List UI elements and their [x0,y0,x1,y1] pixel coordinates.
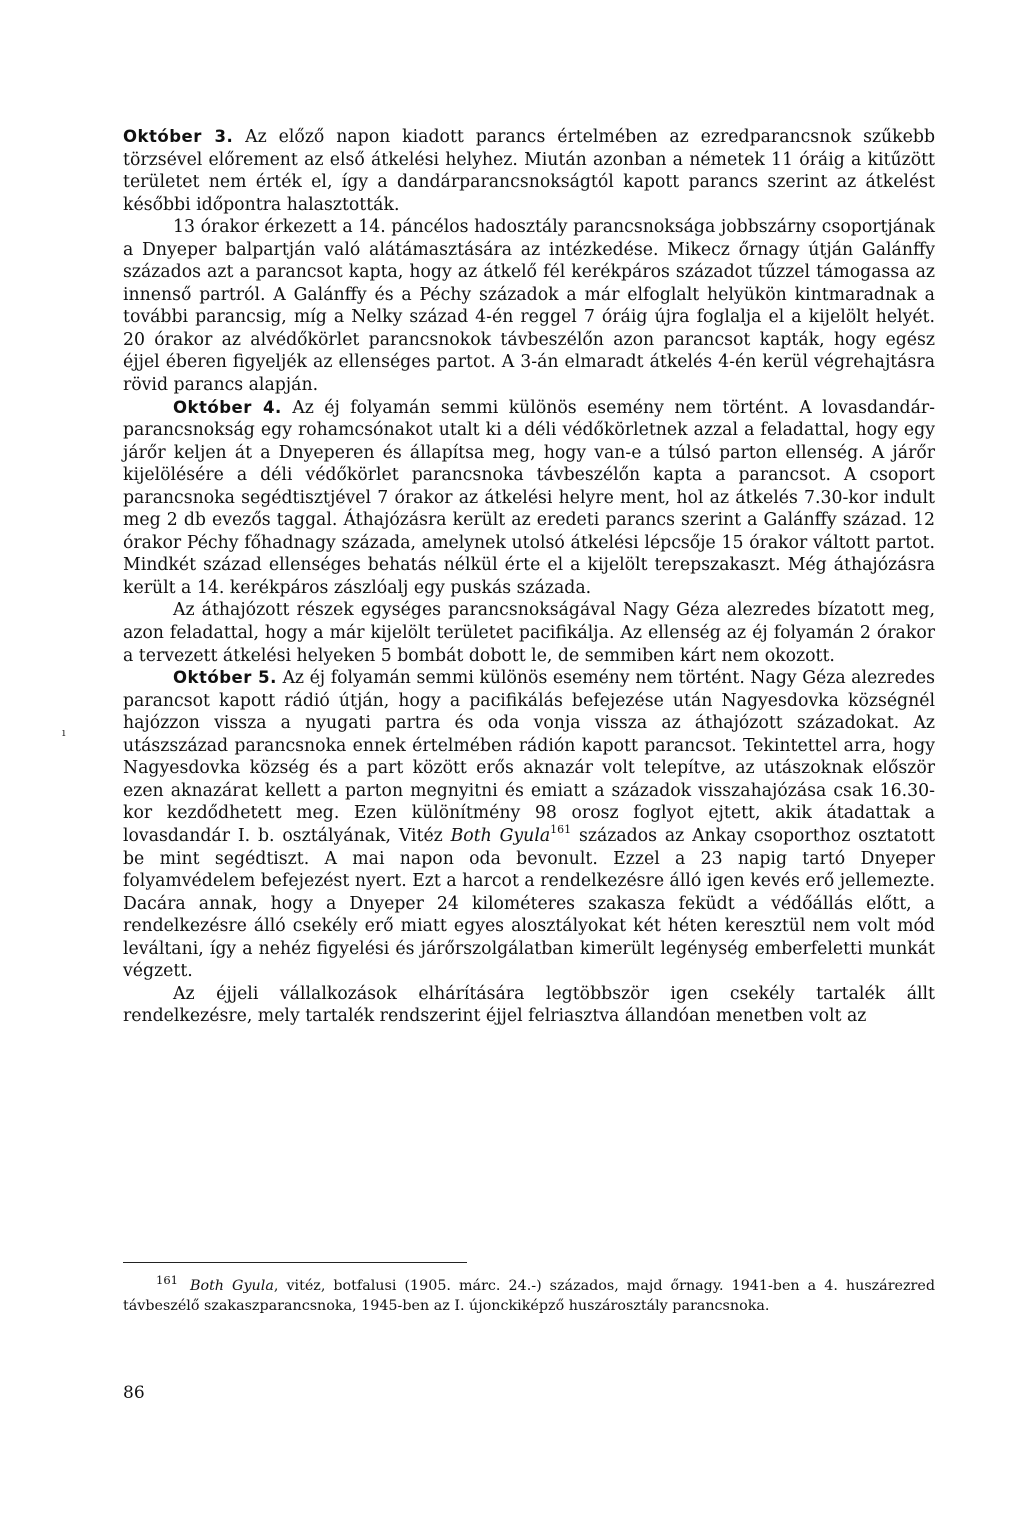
paragraph-text: 13 órakor érkezett a 14. páncélos hadosztály parancsnoksága jobbszárny csoportjának a Dnyeper balpartján való alátámasztására az intézkedése. Mikecz őrnagy útján Galánffy százados azt a parancsot kapta, hogy az átkelő fél kerékpáros századot tűzzel támogassa az innenső partról. A Galánffy és a Péchy századok a már elfoglalt helyükön kintmaradnak a további parancsig, míg a Nelky század 4-én reggel 7 óráig újra foglalja el a kijelölt helyét. 20 órakor az alvédőkörlet parancsnokok távbeszélőn azon parancsot kapták, hogy egész éjjel éberen figyeljék az ellenséges partot. A 3-án elmaradt átkelés 4-én kerül végrehajtásra rövid parancs alapján. [123,217,935,396]
paragraph-oct-5 [123,667,935,983]
paragraph-text: százados az Ankay csoporthoz osztatott be mint segédtiszt. A mai napon oda bevonult. Ezzel a 23 napig tartó Dnyeper folyamvédelem befejezést nyert. Ezt a harcot a rendelkezésre álló igen kevés erő jellemezte. Dacára annak, hogy a Dnyeper 24 kilométeres szakasza feküdt a védőállás előtt, a rendelkezésre álló csekély erő miatt egyes alosztályokat két héten keresztül nem volt mód leváltani, így a nehéz figyelési és járőrszolgálatban kimerült legénység emberfeletti munkát végzett. [123,825,935,982]
paragraph-text: Az előző napon kiadott parancs értelmében az ezredparancsnok szűkebb törzsével előrement az első átkelési helyhez. Miután azonban a németek 11 óráig a kitűzött területet nem érték el, így a dandárparancsnokságtól kapott parancs szerint az átkelést későbbi időpontra halasztották. [123,127,936,215]
paragraph-oct-4 [123,397,935,600]
footnote-text: , vitéz, botfalusi (1905. márc. 24.-) százados, majd őrnagy. 1941-ben a 4. huszárezred távbeszélő szakaszparancsnoka, 1945-ben az I. újonckiképző huszárosztály parancsnoka. [123,1278,935,1314]
paragraph-text: Az áthajózott részek egységes parancsnokságával Nagy Géza alezredes bízatott meg, azon feladattal, hogy a már kijelölt területet pacifikálja. Az ellenség az éj folyamán 2 órakor a tervezett átkelési helyeken 5 bombát dobott le, de semmiben kárt nem okozott. [123,600,935,666]
footnote-divider [123,1262,467,1263]
date-heading: Október 4. [173,397,282,417]
paragraph [123,983,935,1028]
paragraph-text: Az éjjeli vállalkozások elhárítására legtöbbször igen csekély tartalék állt rendelkezésre, mely tartalék rendszerint éjjel felriasztva állandóan menetben volt az [123,983,935,1027]
paragraph [123,216,935,396]
person-name: Both Gyula [450,825,551,846]
stray-mark: ı [62,726,66,739]
date-heading: Október 5. [173,668,277,688]
footnote [123,1273,935,1316]
footnote-mark: 161 [156,1273,178,1287]
page-number: 86 [123,1383,145,1403]
paragraph-text: Az éj folyamán semmi különös esemény nem történt. A lovasdandár-parancsnokság egy rohamcsónakot utalt ki a déli védőkörletnek azzal a feladattal, hogy egy járőr keljen át a Dnyeperen és állapítsa meg, hogy van-e a túlsó parton ellenség. A járőr kijelölésére a déli védőkörlet parancsnoka távbeszélőn kapta a parancsot. A csoport parancsnoka segédtisztjével 7 órakor az átkelési helyre ment, hol az átkelés 7.30-kor indult meg 2 db evezős taggal. Áthajózásra került az eredeti parancs szerint a Galánffy század. 12 órakor Péchy főhadnagy százada, amelynek utolsó átkelési lépcsője 15 órakor váltott partot. Mindkét század ellenséges behatás nélkül érte el a kijelölt terepszakaszt. Még áthajózásra került a 14. kerékpáros zászlóalj egy puskás százada. [123,397,936,598]
footnote-name: Both Gyula [189,1278,274,1294]
footnote-reference[interactable]: 161 [550,823,572,837]
paragraph [123,599,935,667]
paragraph-text: Az éj folyamán semmi különös esemény nem történt. Nagy Géza alezredes parancsot kapott rádió útján, hogy a pacifikálás befejezése után Nagyesdovka községnél hajózzon vissza a nyugati partra és oda vonja vissza az áthajózott századokat. Az utászszázad parancsnoka ennek értelmében rádión kapott parancsot. Tekintettel arra, hogy Nagyesdovka község és a part között erős aknazár volt telepítve, az utászoknak először ezen aknazárat kellett a parton megnyitni és emiatt a századok visszahajózása csak 16.30-kor kezdődhetett meg. Ezen különítmény 98 orosz foglyot ejtett, akik átadattak a lovasdandár I. b. osztályának, Vitéz [123,668,935,846]
date-heading: Október 3. [123,127,234,146]
page-body [123,126,935,1028]
paragraph-oct-3 [123,126,935,216]
